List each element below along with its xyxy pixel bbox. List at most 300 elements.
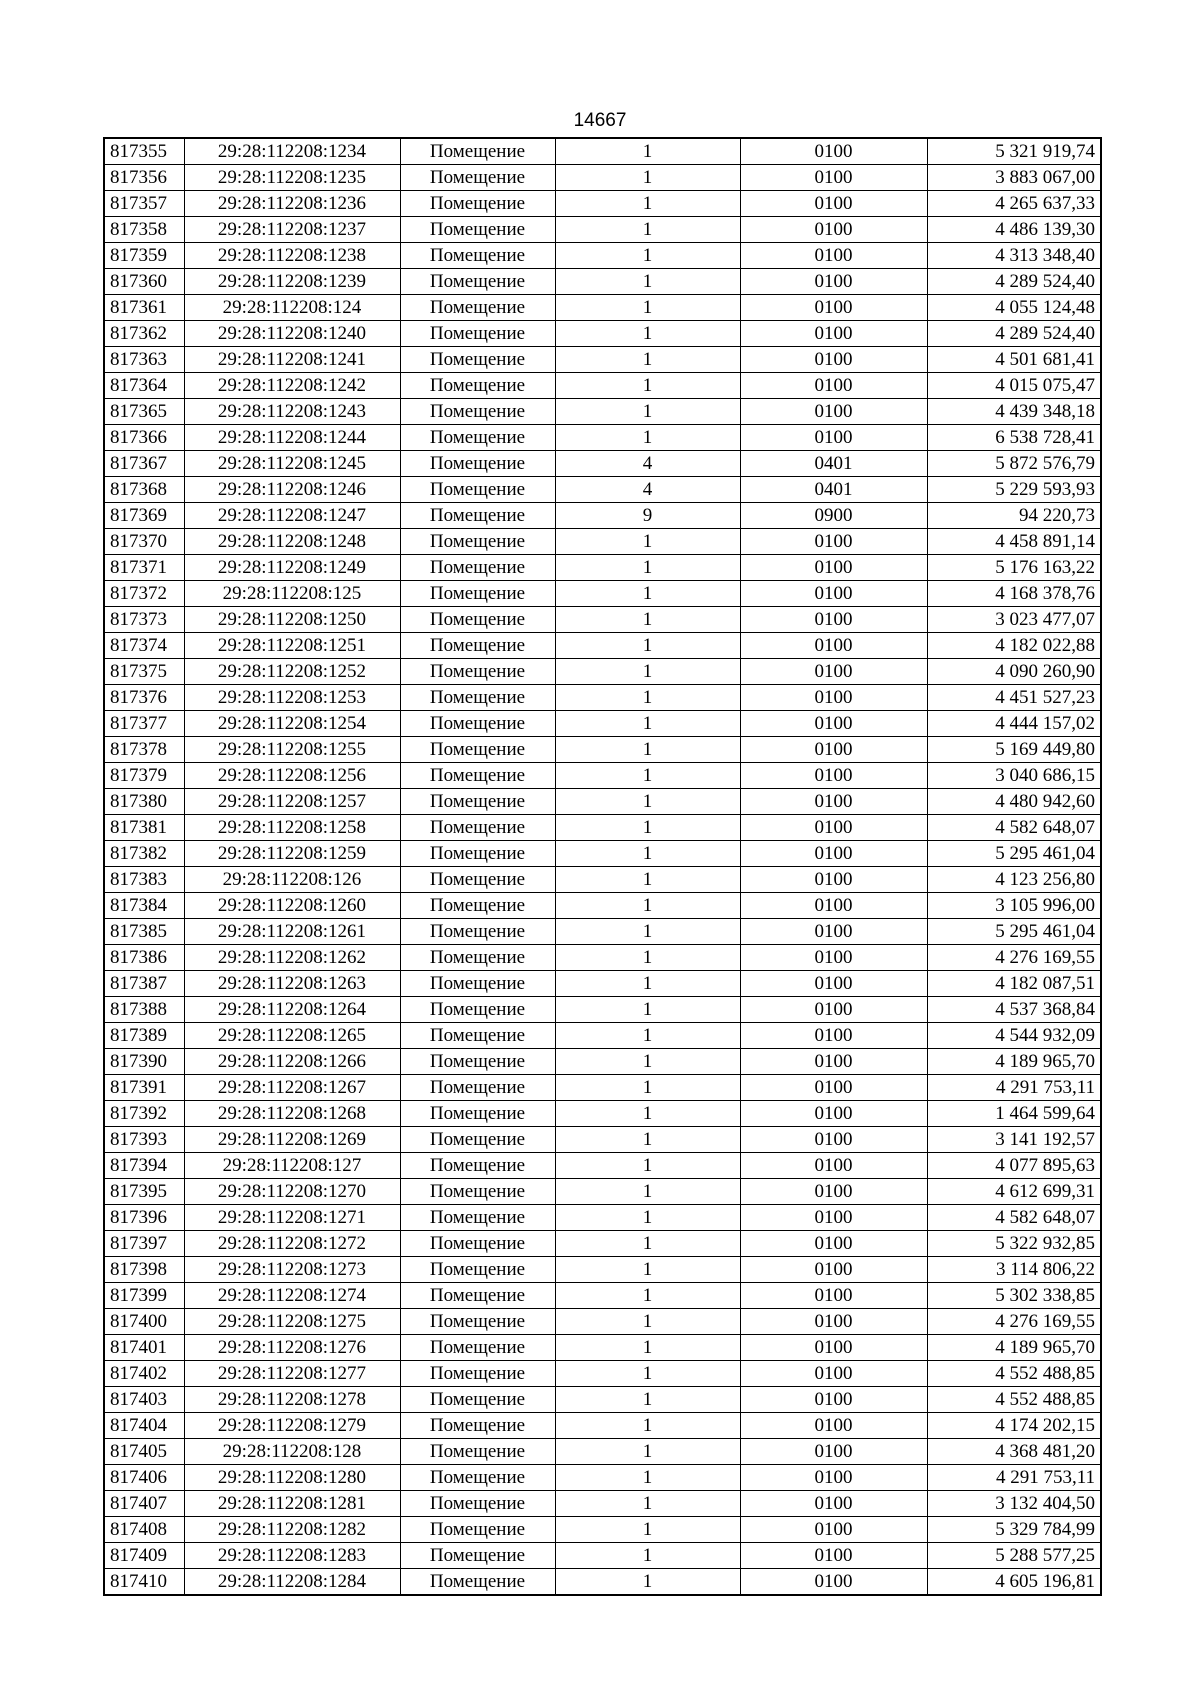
code-cell: 0100 [740, 737, 927, 763]
table-row [104, 399, 1101, 425]
object-type-cell: Помещение [400, 1205, 555, 1231]
group-cell: 1 [555, 1439, 740, 1465]
table-row [104, 1127, 1101, 1153]
cadastral-value-cell: 4 612 699,31 [927, 1179, 1101, 1205]
object-type-cell: Помещение [400, 763, 555, 789]
cadastral-value-cell: 4 090 260,90 [927, 659, 1101, 685]
row-number-cell: 817410 [104, 1569, 184, 1596]
group-cell: 1 [555, 1205, 740, 1231]
cadastral-value-cell: 5 872 576,79 [927, 451, 1101, 477]
cadastral-number-cell: 29:28:112208:1271 [184, 1205, 400, 1231]
code-cell: 0100 [740, 347, 927, 373]
cadastral-value-cell: 4 291 753,11 [927, 1465, 1101, 1491]
cadastral-value-cell: 4 189 965,70 [927, 1049, 1101, 1075]
cadastral-value-cell: 5 295 461,04 [927, 841, 1101, 867]
code-cell: 0100 [740, 1023, 927, 1049]
row-number-cell: 817383 [104, 867, 184, 893]
object-type-cell: Помещение [400, 1517, 555, 1543]
group-cell: 1 [555, 971, 740, 997]
code-cell: 0100 [740, 138, 927, 165]
group-cell: 1 [555, 1543, 740, 1569]
cadastral-value-cell: 5 322 932,85 [927, 1231, 1101, 1257]
cadastral-number-cell: 29:28:112208:1260 [184, 893, 400, 919]
object-type-cell: Помещение [400, 607, 555, 633]
row-number-cell: 817356 [104, 165, 184, 191]
row-number-cell: 817372 [104, 581, 184, 607]
cadastral-value-cell: 5 288 577,25 [927, 1543, 1101, 1569]
cadastral-number-cell: 29:28:112208:1277 [184, 1361, 400, 1387]
object-type-cell: Помещение [400, 633, 555, 659]
table-row [104, 659, 1101, 685]
table-row [104, 1049, 1101, 1075]
row-number-cell: 817388 [104, 997, 184, 1023]
cadastral-value-cell: 4 168 378,76 [927, 581, 1101, 607]
row-number-cell: 817366 [104, 425, 184, 451]
code-cell: 0100 [740, 1179, 927, 1205]
cadastral-number-cell: 29:28:112208:1266 [184, 1049, 400, 1075]
table-row [104, 607, 1101, 633]
row-number-cell: 817376 [104, 685, 184, 711]
row-number-cell: 817399 [104, 1283, 184, 1309]
table-row [104, 1283, 1101, 1309]
registry-table-body [104, 138, 1101, 1595]
table-row [104, 633, 1101, 659]
object-type-cell: Помещение [400, 1569, 555, 1596]
group-cell: 1 [555, 1309, 740, 1335]
cadastral-value-cell: 4 458 891,14 [927, 529, 1101, 555]
object-type-cell: Помещение [400, 1491, 555, 1517]
code-cell: 0100 [740, 321, 927, 347]
cadastral-number-cell: 29:28:112208:1283 [184, 1543, 400, 1569]
group-cell: 1 [555, 1387, 740, 1413]
group-cell: 1 [555, 138, 740, 165]
cadastral-value-cell: 4 439 348,18 [927, 399, 1101, 425]
code-cell: 0100 [740, 1335, 927, 1361]
cadastral-number-cell: 29:28:112208:124 [184, 295, 400, 321]
cadastral-number-cell: 29:28:112208:1237 [184, 217, 400, 243]
code-cell: 0100 [740, 373, 927, 399]
code-cell: 0100 [740, 633, 927, 659]
code-cell: 0900 [740, 503, 927, 529]
cadastral-number-cell: 29:28:112208:1274 [184, 1283, 400, 1309]
page-number: 14667 [573, 110, 627, 131]
group-cell: 1 [555, 1257, 740, 1283]
cadastral-value-cell: 1 464 599,64 [927, 1101, 1101, 1127]
cadastral-value-cell: 4 552 488,85 [927, 1361, 1101, 1387]
group-cell: 1 [555, 581, 740, 607]
object-type-cell: Помещение [400, 451, 555, 477]
group-cell: 1 [555, 529, 740, 555]
table-row [104, 1179, 1101, 1205]
code-cell: 0100 [740, 1387, 927, 1413]
cadastral-number-cell: 29:28:112208:1251 [184, 633, 400, 659]
row-number-cell: 817377 [104, 711, 184, 737]
object-type-cell: Помещение [400, 893, 555, 919]
code-cell: 0100 [740, 607, 927, 633]
row-number-cell: 817363 [104, 347, 184, 373]
table-row [104, 841, 1101, 867]
table-row [104, 581, 1101, 607]
group-cell: 1 [555, 1049, 740, 1075]
table-row [104, 1361, 1101, 1387]
group-cell: 1 [555, 1023, 740, 1049]
object-type-cell: Помещение [400, 165, 555, 191]
code-cell: 0100 [740, 1127, 927, 1153]
cadastral-value-cell: 5 321 919,74 [927, 138, 1101, 165]
cadastral-number-cell: 29:28:112208:1255 [184, 737, 400, 763]
code-cell: 0100 [740, 1257, 927, 1283]
object-type-cell: Помещение [400, 295, 555, 321]
group-cell: 1 [555, 243, 740, 269]
row-number-cell: 817391 [104, 1075, 184, 1101]
object-type-cell: Помещение [400, 1387, 555, 1413]
cadastral-value-cell: 4 537 368,84 [927, 997, 1101, 1023]
object-type-cell: Помещение [400, 477, 555, 503]
object-type-cell: Помещение [400, 1283, 555, 1309]
group-cell: 4 [555, 451, 740, 477]
cadastral-value-cell: 3 132 404,50 [927, 1491, 1101, 1517]
group-cell: 1 [555, 321, 740, 347]
row-number-cell: 817370 [104, 529, 184, 555]
object-type-cell: Помещение [400, 1179, 555, 1205]
row-number-cell: 817355 [104, 138, 184, 165]
code-cell: 0100 [740, 1465, 927, 1491]
group-cell: 1 [555, 1283, 740, 1309]
object-type-cell: Помещение [400, 269, 555, 295]
code-cell: 0100 [740, 971, 927, 997]
group-cell: 1 [555, 711, 740, 737]
row-number-cell: 817401 [104, 1335, 184, 1361]
table-row [104, 919, 1101, 945]
cadastral-value-cell: 4 289 524,40 [927, 269, 1101, 295]
object-type-cell: Помещение [400, 1413, 555, 1439]
group-cell: 1 [555, 399, 740, 425]
group-cell: 1 [555, 1153, 740, 1179]
table-row [104, 138, 1101, 165]
group-cell: 1 [555, 607, 740, 633]
object-type-cell: Помещение [400, 1335, 555, 1361]
table-row [104, 555, 1101, 581]
row-number-cell: 817395 [104, 1179, 184, 1205]
table-row [104, 789, 1101, 815]
group-cell: 1 [555, 1413, 740, 1439]
row-number-cell: 817405 [104, 1439, 184, 1465]
cadastral-number-cell: 29:28:112208:1243 [184, 399, 400, 425]
cadastral-value-cell: 4 276 169,55 [927, 1309, 1101, 1335]
row-number-cell: 817396 [104, 1205, 184, 1231]
cadastral-number-cell: 29:28:112208:1239 [184, 269, 400, 295]
object-type-cell: Помещение [400, 191, 555, 217]
object-type-cell: Помещение [400, 1153, 555, 1179]
cadastral-value-cell: 3 040 686,15 [927, 763, 1101, 789]
row-number-cell: 817360 [104, 269, 184, 295]
object-type-cell: Помещение [400, 503, 555, 529]
object-type-cell: Помещение [400, 945, 555, 971]
cadastral-value-cell: 4 182 087,51 [927, 971, 1101, 997]
table-row [104, 1387, 1101, 1413]
code-cell: 0100 [740, 217, 927, 243]
code-cell: 0100 [740, 1075, 927, 1101]
group-cell: 1 [555, 425, 740, 451]
cadastral-number-cell: 29:28:112208:1234 [184, 138, 400, 165]
table-row [104, 1413, 1101, 1439]
cadastral-number-cell: 29:28:112208:1240 [184, 321, 400, 347]
table-row [104, 165, 1101, 191]
cadastral-value-cell: 4 582 648,07 [927, 815, 1101, 841]
code-cell: 0100 [740, 1361, 927, 1387]
table-row [104, 191, 1101, 217]
cadastral-value-cell: 4 368 481,20 [927, 1439, 1101, 1465]
cadastral-number-cell: 29:28:112208:1262 [184, 945, 400, 971]
group-cell: 1 [555, 1101, 740, 1127]
cadastral-value-cell: 4 077 895,63 [927, 1153, 1101, 1179]
group-cell: 1 [555, 269, 740, 295]
cadastral-value-cell: 4 486 139,30 [927, 217, 1101, 243]
table-row [104, 1153, 1101, 1179]
row-number-cell: 817394 [104, 1153, 184, 1179]
table-row [104, 763, 1101, 789]
cadastral-number-cell: 29:28:112208:1247 [184, 503, 400, 529]
object-type-cell: Помещение [400, 1543, 555, 1569]
code-cell: 0100 [740, 1569, 927, 1596]
object-type-cell: Помещение [400, 529, 555, 555]
table-row [104, 815, 1101, 841]
group-cell: 4 [555, 477, 740, 503]
row-number-cell: 817403 [104, 1387, 184, 1413]
cadastral-number-cell: 29:28:112208:1245 [184, 451, 400, 477]
cadastral-number-cell: 29:28:112208:1264 [184, 997, 400, 1023]
code-cell: 0100 [740, 659, 927, 685]
table-row [104, 1023, 1101, 1049]
cadastral-number-cell: 29:28:112208:1269 [184, 1127, 400, 1153]
object-type-cell: Помещение [400, 789, 555, 815]
cadastral-number-cell: 29:28:112208:1246 [184, 477, 400, 503]
object-type-cell: Помещение [400, 659, 555, 685]
code-cell: 0100 [740, 997, 927, 1023]
code-cell: 0100 [740, 945, 927, 971]
group-cell: 1 [555, 789, 740, 815]
object-type-cell: Помещение [400, 425, 555, 451]
row-number-cell: 817400 [104, 1309, 184, 1335]
table-row [104, 945, 1101, 971]
group-cell: 1 [555, 1569, 740, 1596]
cadastral-value-cell: 3 114 806,22 [927, 1257, 1101, 1283]
object-type-cell: Помещение [400, 1361, 555, 1387]
row-number-cell: 817367 [104, 451, 184, 477]
code-cell: 0100 [740, 1543, 927, 1569]
table-row [104, 373, 1101, 399]
cadastral-number-cell: 29:28:112208:1279 [184, 1413, 400, 1439]
table-row [104, 1439, 1101, 1465]
object-type-cell: Помещение [400, 737, 555, 763]
cadastral-number-cell: 29:28:112208:1252 [184, 659, 400, 685]
code-cell: 0100 [740, 1491, 927, 1517]
cadastral-number-cell: 29:28:112208:1281 [184, 1491, 400, 1517]
table-row [104, 685, 1101, 711]
cadastral-number-cell: 29:28:112208:128 [184, 1439, 400, 1465]
cadastral-value-cell: 3 141 192,57 [927, 1127, 1101, 1153]
object-type-cell: Помещение [400, 321, 555, 347]
group-cell: 1 [555, 165, 740, 191]
table-row [104, 1569, 1101, 1596]
object-type-cell: Помещение [400, 711, 555, 737]
row-number-cell: 817380 [104, 789, 184, 815]
row-number-cell: 817359 [104, 243, 184, 269]
table-row [104, 1465, 1101, 1491]
table-row [104, 1231, 1101, 1257]
cadastral-number-cell: 29:28:112208:1278 [184, 1387, 400, 1413]
code-cell: 0100 [740, 581, 927, 607]
group-cell: 1 [555, 555, 740, 581]
row-number-cell: 817364 [104, 373, 184, 399]
row-number-cell: 817374 [104, 633, 184, 659]
object-type-cell: Помещение [400, 1075, 555, 1101]
cadastral-value-cell: 5 229 593,93 [927, 477, 1101, 503]
group-cell: 1 [555, 737, 740, 763]
row-number-cell: 817365 [104, 399, 184, 425]
object-type-cell: Помещение [400, 1439, 555, 1465]
group-cell: 1 [555, 1127, 740, 1153]
group-cell: 1 [555, 1517, 740, 1543]
table-row [104, 477, 1101, 503]
cadastral-value-cell: 5 176 163,22 [927, 555, 1101, 581]
table-row [104, 1309, 1101, 1335]
code-cell: 0100 [740, 1309, 927, 1335]
cadastral-number-cell: 29:28:112208:127 [184, 1153, 400, 1179]
cadastral-value-cell: 4 501 681,41 [927, 347, 1101, 373]
object-type-cell: Помещение [400, 1127, 555, 1153]
group-cell: 1 [555, 841, 740, 867]
object-type-cell: Помещение [400, 347, 555, 373]
row-number-cell: 817404 [104, 1413, 184, 1439]
group-cell: 1 [555, 217, 740, 243]
cadastral-number-cell: 29:28:112208:1268 [184, 1101, 400, 1127]
cadastral-value-cell: 5 295 461,04 [927, 919, 1101, 945]
row-number-cell: 817368 [104, 477, 184, 503]
cadastral-number-cell: 29:28:112208:1257 [184, 789, 400, 815]
row-number-cell: 817387 [104, 971, 184, 997]
row-number-cell: 817381 [104, 815, 184, 841]
row-number-cell: 817369 [104, 503, 184, 529]
cadastral-number-cell: 29:28:112208:1241 [184, 347, 400, 373]
cadastral-value-cell: 3 023 477,07 [927, 607, 1101, 633]
cadastral-number-cell: 29:28:112208:1265 [184, 1023, 400, 1049]
cadastral-value-cell: 4 182 022,88 [927, 633, 1101, 659]
object-type-cell: Помещение [400, 1231, 555, 1257]
table-row [104, 737, 1101, 763]
group-cell: 1 [555, 945, 740, 971]
row-number-cell: 817409 [104, 1543, 184, 1569]
cadastral-number-cell: 29:28:112208:1235 [184, 165, 400, 191]
cadastral-number-cell: 29:28:112208:1276 [184, 1335, 400, 1361]
cadastral-value-cell: 4 174 202,15 [927, 1413, 1101, 1439]
cadastral-number-cell: 29:28:112208:1244 [184, 425, 400, 451]
cadastral-value-cell: 5 329 784,99 [927, 1517, 1101, 1543]
table-row [104, 1517, 1101, 1543]
table-row [104, 1543, 1101, 1569]
row-number-cell: 817392 [104, 1101, 184, 1127]
code-cell: 0100 [740, 555, 927, 581]
code-cell: 0100 [740, 789, 927, 815]
group-cell: 1 [555, 1491, 740, 1517]
row-number-cell: 817407 [104, 1491, 184, 1517]
code-cell: 0100 [740, 399, 927, 425]
code-cell: 0100 [740, 1231, 927, 1257]
group-cell: 1 [555, 633, 740, 659]
table-row [104, 971, 1101, 997]
cadastral-value-cell: 4 015 075,47 [927, 373, 1101, 399]
code-cell: 0100 [740, 425, 927, 451]
code-cell: 0100 [740, 295, 927, 321]
code-cell: 0100 [740, 1517, 927, 1543]
cadastral-number-cell: 29:28:112208:1258 [184, 815, 400, 841]
group-cell: 1 [555, 815, 740, 841]
group-cell: 1 [555, 893, 740, 919]
table-row [104, 503, 1101, 529]
group-cell: 1 [555, 867, 740, 893]
cadastral-number-cell: 29:28:112208:1259 [184, 841, 400, 867]
cadastral-value-cell: 4 605 196,81 [927, 1569, 1101, 1596]
object-type-cell: Помещение [400, 997, 555, 1023]
row-number-cell: 817397 [104, 1231, 184, 1257]
group-cell: 9 [555, 503, 740, 529]
object-type-cell: Помещение [400, 138, 555, 165]
cadastral-value-cell: 4 544 932,09 [927, 1023, 1101, 1049]
cadastral-value-cell: 4 276 169,55 [927, 945, 1101, 971]
table-row [104, 217, 1101, 243]
cadastral-number-cell: 29:28:112208:125 [184, 581, 400, 607]
table-row [104, 1101, 1101, 1127]
code-cell: 0100 [740, 1439, 927, 1465]
code-cell: 0100 [740, 711, 927, 737]
group-cell: 1 [555, 1361, 740, 1387]
object-type-cell: Помещение [400, 243, 555, 269]
group-cell: 1 [555, 1465, 740, 1491]
row-number-cell: 817402 [104, 1361, 184, 1387]
cadastral-value-cell: 4 289 524,40 [927, 321, 1101, 347]
group-cell: 1 [555, 1231, 740, 1257]
cadastral-value-cell: 4 189 965,70 [927, 1335, 1101, 1361]
registry-table [103, 137, 1102, 1596]
object-type-cell: Помещение [400, 1023, 555, 1049]
code-cell: 0100 [740, 165, 927, 191]
row-number-cell: 817362 [104, 321, 184, 347]
table-row [104, 1257, 1101, 1283]
cadastral-value-cell: 3 105 996,00 [927, 893, 1101, 919]
code-cell: 0100 [740, 1101, 927, 1127]
table-row [104, 1491, 1101, 1517]
group-cell: 1 [555, 295, 740, 321]
row-number-cell: 817382 [104, 841, 184, 867]
code-cell: 0100 [740, 867, 927, 893]
row-number-cell: 817390 [104, 1049, 184, 1075]
row-number-cell: 817378 [104, 737, 184, 763]
object-type-cell: Помещение [400, 373, 555, 399]
group-cell: 1 [555, 763, 740, 789]
cadastral-value-cell: 4 055 124,48 [927, 295, 1101, 321]
cadastral-number-cell: 29:28:112208:1254 [184, 711, 400, 737]
cadastral-number-cell: 29:28:112208:1263 [184, 971, 400, 997]
cadastral-number-cell: 29:28:112208:1270 [184, 1179, 400, 1205]
group-cell: 1 [555, 347, 740, 373]
row-number-cell: 817371 [104, 555, 184, 581]
cadastral-number-cell: 29:28:112208:1282 [184, 1517, 400, 1543]
code-cell: 0100 [740, 815, 927, 841]
object-type-cell: Помещение [400, 971, 555, 997]
group-cell: 1 [555, 1179, 740, 1205]
code-cell: 0100 [740, 841, 927, 867]
object-type-cell: Помещение [400, 1309, 555, 1335]
